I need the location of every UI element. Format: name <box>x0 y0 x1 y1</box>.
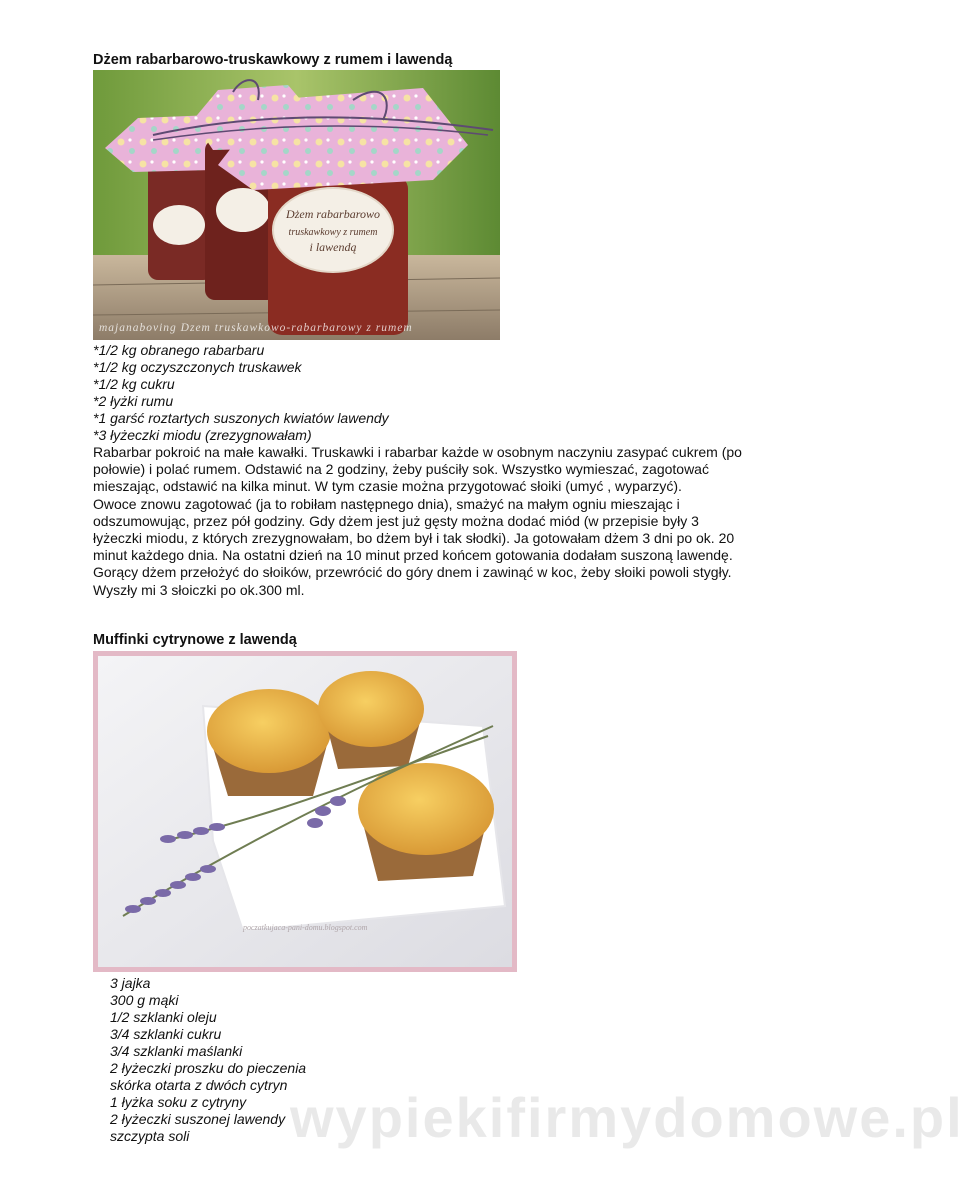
method-line: Wyszły mi 3 słoiczki po ok.300 ml. <box>93 581 305 598</box>
jam-jars-photo <box>93 70 500 340</box>
list-item: *1/2 kg obranego rabarbaru <box>93 342 265 358</box>
list-item: 2 łyżeczki suszonej lawendy <box>110 1111 286 1127</box>
list-item: 300 g mąki <box>110 992 179 1008</box>
recipe2-title: Muffinki cytrynowe z lawendą <box>93 632 297 648</box>
method-line: Owoce znowu zagotować (ja to robiłam następnego dnia), smażyć na małym ogniu mieszając i <box>93 495 680 512</box>
list-item: 3/4 szklanki maślanki <box>110 1043 243 1059</box>
photo2-caption: poczatkujaca-pani-domu.blogspot.com <box>243 923 368 932</box>
recipe1-method <box>93 444 798 599</box>
list-item: 2 łyżeczki proszku do pieczenia <box>110 1060 307 1076</box>
list-item: 1/2 szklanki oleju <box>110 1009 217 1025</box>
list-item: 1 łyżka soku z cytryny <box>110 1094 247 1110</box>
list-item: *2 łyżki rumu <box>93 393 174 409</box>
method-line: Rabarbar pokroić na małe kawałki. Truskawki i rabarbar każde w osobnym naczyniu zasypać cukrem (po <box>93 444 742 460</box>
method-line: mieszając, odstawić na kilka minut. W tym czasie można przygotować słoiki (umyć , wyparzyć). <box>93 478 682 495</box>
method-line: Gorący dżem przełożyć do słoików, przewrócić do góry dnem i zawinąć w koc, żeby słoiki powoli stygły. <box>93 564 732 581</box>
list-item: *1 garść roztartych suszonych kwiatów lawendy <box>93 410 389 426</box>
list-item: skórka otarta z dwóch cytryn <box>110 1077 288 1093</box>
jar-label-line2: truskawkowy z rumem <box>288 227 378 238</box>
method-line: minut każdego dnia. Na ostatni dzień na 10 minut przed końcem gotowania dodałam suszoną lawendę. <box>93 547 733 564</box>
jam-jars-illustration <box>93 70 500 340</box>
recipe1-title: Dżem rabarbarowo-truskawkowy z rumem i lawendą <box>93 52 453 68</box>
jar-label-line1: Dżem rabarbarowo <box>286 207 380 221</box>
recipe1-ingredients <box>93 342 389 444</box>
method-line: połowie) i polać rumem. Odstawić na 2 godziny, żeby puściły sok. Wszystko wymieszać, zagotować <box>93 461 709 478</box>
list-item: szczypta soli <box>110 1128 190 1144</box>
list-item: *1/2 kg cukru <box>93 376 175 392</box>
muffins-photo <box>93 651 517 972</box>
site-watermark: wypiekifirmydomowe.pl <box>290 1086 964 1149</box>
list-item: 3/4 szklanki cukru <box>110 1026 222 1042</box>
method-line: łyżeczki miodu, z których zrezygnowałam, bo dżem był i tak słodki). Ja gotowałam dżem 3 dni po ok. 20 <box>93 530 735 547</box>
recipe2-ingredients <box>110 975 306 1145</box>
photo1-caption: majanaboving Dzem truskawkowo-rabarbarowy z rumem <box>99 322 413 334</box>
jar-label-line3: i lawendą <box>309 240 357 254</box>
method-line: odszumowując, przez pół godziny. Gdy dżem jest już gęsty można dodać miód (w przepisie były 3 <box>93 512 699 529</box>
list-item: 3 jajka <box>110 975 151 991</box>
list-item: *1/2 kg oczyszczonych truskawek <box>93 359 302 375</box>
list-item: *3 łyżeczki miodu (zrezygnowałam) <box>93 427 312 443</box>
